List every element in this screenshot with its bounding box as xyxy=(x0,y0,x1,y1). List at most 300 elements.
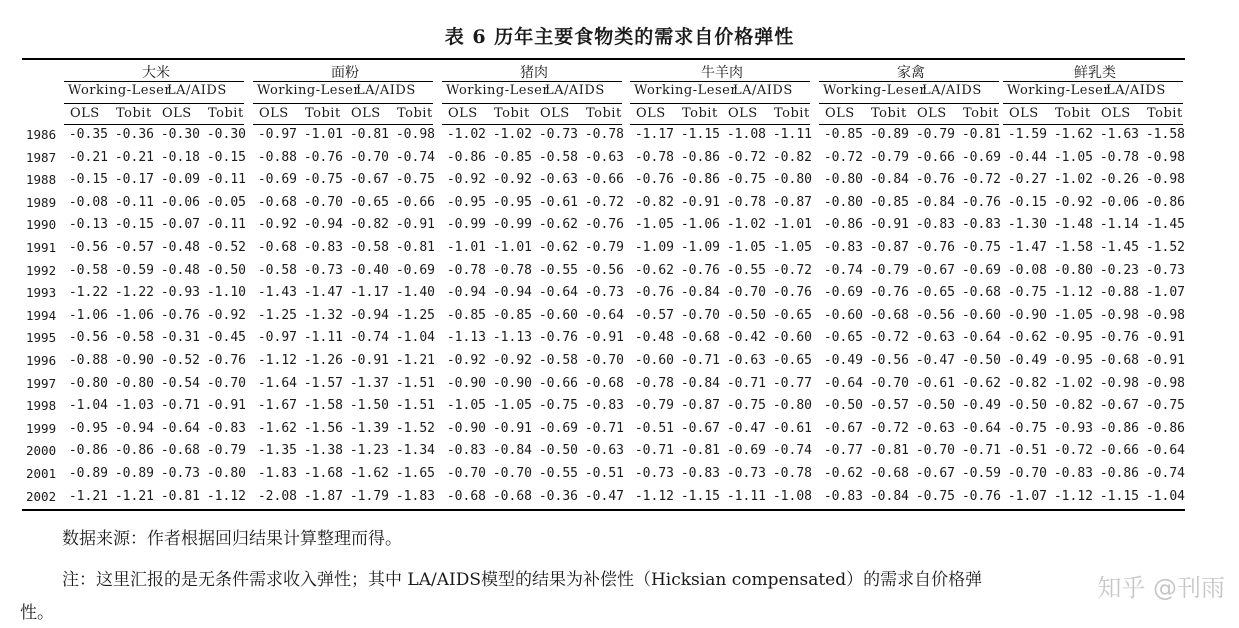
value-cell: -0.85 xyxy=(446,307,486,323)
value-cell: -0.68 xyxy=(160,443,200,459)
value-cell: -0.92 xyxy=(206,307,246,323)
value-cell: -0.50 xyxy=(726,307,766,323)
value-cell: -0.91 xyxy=(584,330,624,346)
value-cell: -1.63 xyxy=(1099,127,1139,142)
year-cell: 2002 xyxy=(26,488,57,504)
value-cell: -0.61 xyxy=(538,194,578,210)
model-label-la-aids: LA/AIDS xyxy=(1106,83,1166,98)
value-cell: -0.50 xyxy=(206,262,246,278)
value-cell: -0.64 xyxy=(160,420,200,436)
model-label-la-aids: LA/AIDS xyxy=(733,83,793,98)
value-cell: -0.57 xyxy=(869,398,909,414)
value-cell: -1.83 xyxy=(395,488,435,504)
estimator-label: Tobit xyxy=(116,106,152,121)
value-cell: -0.60 xyxy=(538,307,578,323)
value-cell: -0.75 xyxy=(1145,398,1185,414)
value-cell: -0.40 xyxy=(349,262,389,278)
value-cell: -0.56 xyxy=(68,240,108,255)
model-rule xyxy=(819,103,999,104)
model-rule xyxy=(64,103,244,104)
value-cell: -0.78 xyxy=(726,194,766,210)
year-cell: 1990 xyxy=(26,217,57,233)
value-cell: -1.11 xyxy=(303,330,343,346)
value-cell: -0.36 xyxy=(114,127,154,142)
value-cell: -0.71 xyxy=(726,375,766,391)
value-cell: -0.73 xyxy=(584,285,624,301)
value-cell: -0.70 xyxy=(1007,466,1047,481)
value-cell: -1.21 xyxy=(114,488,154,504)
value-cell: -0.81 xyxy=(680,443,720,459)
value-cell: -0.27 xyxy=(1007,172,1047,188)
value-cell: -0.72 xyxy=(726,149,766,165)
value-cell: -0.66 xyxy=(1099,443,1139,459)
value-cell: -0.90 xyxy=(492,375,532,391)
value-cell: -0.76 xyxy=(915,172,955,188)
value-cell: -0.09 xyxy=(160,172,200,188)
value-cell: -0.88 xyxy=(68,353,108,368)
value-cell: -0.35 xyxy=(68,127,108,142)
model-rule xyxy=(442,103,622,104)
value-cell: -0.59 xyxy=(961,466,1001,481)
value-cell: -0.81 xyxy=(160,488,200,504)
value-cell: -0.86 xyxy=(680,149,720,165)
value-cell: -0.98 xyxy=(1145,307,1185,323)
value-cell: -0.98 xyxy=(395,127,435,142)
value-cell: -1.67 xyxy=(257,398,297,414)
value-cell: -0.70 xyxy=(492,466,532,481)
value-cell: -0.65 xyxy=(772,307,812,323)
value-cell: -1.48 xyxy=(1053,217,1093,233)
value-cell: -1.58 xyxy=(1145,127,1185,142)
value-cell: -0.72 xyxy=(869,420,909,436)
value-cell: -1.51 xyxy=(395,398,435,414)
value-cell: -0.91 xyxy=(1145,353,1185,368)
food-group-header: 家禽 xyxy=(897,65,925,81)
year-cell: 1995 xyxy=(26,330,57,346)
value-cell: -0.61 xyxy=(772,420,812,436)
value-cell: -0.76 xyxy=(206,353,246,368)
value-cell: -0.51 xyxy=(634,420,674,436)
value-cell: -1.07 xyxy=(1007,488,1047,504)
value-cell: -0.80 xyxy=(772,172,812,188)
value-cell: -1.45 xyxy=(1145,217,1185,233)
value-cell: -1.11 xyxy=(726,488,766,504)
value-cell: -0.76 xyxy=(1099,330,1139,346)
value-cell: -0.64 xyxy=(823,375,863,391)
value-cell: -0.21 xyxy=(68,149,108,165)
year-cell: 1992 xyxy=(26,262,57,278)
value-cell: -0.67 xyxy=(823,420,863,436)
value-cell: -0.76 xyxy=(915,240,955,255)
value-cell: -0.11 xyxy=(114,194,154,210)
value-cell: -0.83 xyxy=(680,466,720,481)
value-cell: -0.66 xyxy=(395,194,435,210)
value-cell: -0.90 xyxy=(114,353,154,368)
value-cell: -0.73 xyxy=(160,466,200,481)
value-cell: -0.81 xyxy=(961,127,1001,142)
value-cell: -0.74 xyxy=(349,330,389,346)
value-cell: -0.15 xyxy=(68,172,108,188)
value-cell: -0.80 xyxy=(114,375,154,391)
value-cell: -1.37 xyxy=(349,375,389,391)
value-cell: -0.71 xyxy=(680,353,720,368)
value-cell: -0.59 xyxy=(114,262,154,278)
model-rule xyxy=(253,103,433,104)
value-cell: -0.75 xyxy=(538,398,578,414)
value-cell: -1.79 xyxy=(349,488,389,504)
model-label-working-leser: Working-Leser xyxy=(823,83,927,98)
value-cell: -0.70 xyxy=(869,375,909,391)
value-cell: -0.93 xyxy=(160,285,200,301)
estimator-rule xyxy=(253,124,433,125)
food-group-header: 面粉 xyxy=(331,65,359,81)
value-cell: -0.76 xyxy=(160,307,200,323)
value-cell: -0.75 xyxy=(303,172,343,188)
value-cell: -1.04 xyxy=(1145,488,1185,504)
value-cell: -0.60 xyxy=(961,307,1001,323)
value-cell: -0.76 xyxy=(584,217,624,233)
value-cell: -0.63 xyxy=(726,353,766,368)
value-cell: -0.47 xyxy=(584,488,624,504)
value-cell: -0.76 xyxy=(961,194,1001,210)
value-cell: -0.93 xyxy=(1053,420,1093,436)
value-cell: -0.82 xyxy=(1053,398,1093,414)
estimator-label: Tobit xyxy=(682,106,718,121)
value-cell: -0.50 xyxy=(1007,398,1047,414)
value-cell: -0.65 xyxy=(823,330,863,346)
value-cell: -0.68 xyxy=(584,375,624,391)
value-cell: -0.83 xyxy=(915,217,955,233)
value-cell: -0.71 xyxy=(584,420,624,436)
value-cell: -0.68 xyxy=(257,240,297,255)
value-cell: -0.85 xyxy=(492,149,532,165)
value-cell: -0.49 xyxy=(961,398,1001,414)
value-cell: -0.58 xyxy=(68,262,108,278)
estimator-label: OLS xyxy=(825,106,855,121)
value-cell: -0.30 xyxy=(160,127,200,142)
value-cell: -0.15 xyxy=(1007,194,1047,210)
value-cell: -0.63 xyxy=(584,149,624,165)
value-cell: -0.73 xyxy=(634,466,674,481)
value-cell: -0.60 xyxy=(772,330,812,346)
value-cell: -0.98 xyxy=(1099,307,1139,323)
value-cell: -0.69 xyxy=(823,285,863,301)
value-cell: -0.91 xyxy=(1145,330,1185,346)
value-cell: -0.67 xyxy=(915,262,955,278)
value-cell: -0.83 xyxy=(446,443,486,459)
value-cell: -0.75 xyxy=(726,398,766,414)
value-cell: -0.72 xyxy=(584,194,624,210)
value-cell: -1.39 xyxy=(349,420,389,436)
value-cell: -0.68 xyxy=(961,285,1001,301)
value-cell: -1.62 xyxy=(1053,127,1093,142)
estimator-rule xyxy=(819,124,999,125)
value-cell: -0.82 xyxy=(634,194,674,210)
value-cell: -0.84 xyxy=(680,285,720,301)
model-label-la-aids: LA/AIDS xyxy=(545,83,605,98)
value-cell: -0.58 xyxy=(114,330,154,346)
value-cell: -0.91 xyxy=(869,217,909,233)
value-cell: -0.65 xyxy=(349,194,389,210)
value-cell: -0.85 xyxy=(823,127,863,142)
value-cell: -0.83 xyxy=(823,488,863,504)
value-cell: -0.92 xyxy=(492,172,532,188)
value-cell: -0.95 xyxy=(446,194,486,210)
value-cell: -0.85 xyxy=(869,194,909,210)
food-group-header: 猪肉 xyxy=(520,65,548,81)
estimator-label: OLS xyxy=(162,106,192,121)
value-cell: -0.74 xyxy=(395,149,435,165)
value-cell: -1.15 xyxy=(1099,488,1139,504)
value-cell: -0.76 xyxy=(303,149,343,165)
value-cell: -0.30 xyxy=(206,127,246,142)
value-cell: -0.72 xyxy=(772,262,812,278)
year-cell: 1989 xyxy=(26,194,57,210)
value-cell: -0.76 xyxy=(772,285,812,301)
value-cell: -0.75 xyxy=(961,240,1001,255)
value-cell: -0.85 xyxy=(492,307,532,323)
value-cell: -0.50 xyxy=(538,443,578,459)
value-cell: -1.26 xyxy=(303,353,343,368)
value-cell: -0.68 xyxy=(1099,353,1139,368)
value-cell: -0.83 xyxy=(961,217,1001,233)
value-cell: -1.06 xyxy=(114,307,154,323)
value-cell: -0.98 xyxy=(1099,375,1139,391)
value-cell: -0.89 xyxy=(114,466,154,481)
value-cell: -0.69 xyxy=(726,443,766,459)
value-cell: -0.60 xyxy=(823,307,863,323)
top-rule xyxy=(22,58,1185,60)
value-cell: -0.36 xyxy=(538,488,578,504)
value-cell: -0.91 xyxy=(395,217,435,233)
value-cell: -0.50 xyxy=(823,398,863,414)
value-cell: -0.88 xyxy=(1099,285,1139,301)
footnote-line-1: 注：这里汇报的是无条件需求收入弹性；其中 LA/AIDS模型的结果为补偿性（Hicksian compensated）的需求自价格弹 xyxy=(62,570,983,590)
value-cell: -0.75 xyxy=(726,172,766,188)
year-cell: 1986 xyxy=(26,127,57,142)
estimator-label: OLS xyxy=(351,106,381,121)
value-cell: -1.59 xyxy=(1007,127,1047,142)
model-label-working-leser: Working-Leser xyxy=(1007,83,1111,98)
value-cell: -0.66 xyxy=(915,149,955,165)
value-cell: -0.91 xyxy=(206,398,246,414)
value-cell: -0.83 xyxy=(1053,466,1093,481)
value-cell: -0.83 xyxy=(206,420,246,436)
value-cell: -0.86 xyxy=(823,217,863,233)
value-cell: -0.69 xyxy=(395,262,435,278)
value-cell: -0.58 xyxy=(538,149,578,165)
value-cell: -0.82 xyxy=(1007,375,1047,391)
value-cell: -0.72 xyxy=(823,149,863,165)
value-cell: -0.42 xyxy=(726,330,766,346)
estimator-label: Tobit xyxy=(1147,106,1183,121)
value-cell: -0.88 xyxy=(257,149,297,165)
value-cell: -0.67 xyxy=(680,420,720,436)
value-cell: -0.70 xyxy=(915,443,955,459)
value-cell: -0.71 xyxy=(160,398,200,414)
value-cell: -0.67 xyxy=(915,466,955,481)
value-cell: -1.87 xyxy=(303,488,343,504)
value-cell: -0.69 xyxy=(961,262,1001,278)
value-cell: -0.94 xyxy=(349,307,389,323)
value-cell: -0.17 xyxy=(114,172,154,188)
value-cell: -1.13 xyxy=(446,330,486,346)
value-cell: -1.50 xyxy=(349,398,389,414)
value-cell: -1.07 xyxy=(1145,285,1185,301)
value-cell: -0.79 xyxy=(634,398,674,414)
value-cell: -1.01 xyxy=(303,127,343,142)
value-cell: -0.55 xyxy=(538,262,578,278)
year-cell: 1993 xyxy=(26,285,57,301)
value-cell: -1.12 xyxy=(1053,488,1093,504)
value-cell: -0.74 xyxy=(772,443,812,459)
value-cell: -1.62 xyxy=(257,420,297,436)
value-cell: -0.73 xyxy=(303,262,343,278)
value-cell: -0.18 xyxy=(160,149,200,165)
value-cell: -1.05 xyxy=(446,398,486,414)
value-cell: -0.95 xyxy=(492,194,532,210)
value-cell: -1.65 xyxy=(395,466,435,481)
value-cell: -0.97 xyxy=(257,127,297,142)
value-cell: -1.25 xyxy=(395,307,435,323)
group-rule xyxy=(64,81,244,82)
value-cell: -0.61 xyxy=(915,375,955,391)
value-cell: -0.63 xyxy=(584,443,624,459)
value-cell: -0.71 xyxy=(634,443,674,459)
value-cell: -0.76 xyxy=(961,488,1001,504)
value-cell: -1.05 xyxy=(1053,307,1093,323)
value-cell: -0.86 xyxy=(1099,420,1139,436)
table-title: 表 6 历年主要食物类的需求自价格弹性 xyxy=(444,26,795,48)
value-cell: -0.98 xyxy=(1145,172,1185,188)
value-cell: -0.98 xyxy=(1145,149,1185,165)
estimator-label: OLS xyxy=(448,106,478,121)
value-cell: -1.21 xyxy=(395,353,435,368)
value-cell: -1.01 xyxy=(772,217,812,233)
value-cell: -0.70 xyxy=(584,353,624,368)
value-cell: -0.49 xyxy=(823,353,863,368)
estimator-label: Tobit xyxy=(208,106,244,121)
value-cell: -0.78 xyxy=(1099,149,1139,165)
value-cell: -1.52 xyxy=(1145,240,1185,255)
value-cell: -1.52 xyxy=(395,420,435,436)
value-cell: -0.81 xyxy=(869,443,909,459)
value-cell: -2.08 xyxy=(257,488,297,504)
value-cell: -1.01 xyxy=(446,240,486,255)
value-cell: -0.78 xyxy=(492,262,532,278)
value-cell: -1.58 xyxy=(303,398,343,414)
value-cell: -0.80 xyxy=(823,194,863,210)
value-cell: -0.65 xyxy=(772,353,812,368)
value-cell: -0.97 xyxy=(257,330,297,346)
value-cell: -0.84 xyxy=(680,375,720,391)
value-cell: -0.75 xyxy=(1007,420,1047,436)
value-cell: -1.34 xyxy=(395,443,435,459)
value-cell: -1.02 xyxy=(492,127,532,142)
estimator-label: Tobit xyxy=(494,106,530,121)
value-cell: -0.86 xyxy=(446,149,486,165)
value-cell: -0.69 xyxy=(257,172,297,188)
group-rule xyxy=(819,81,999,82)
year-cell: 1999 xyxy=(26,420,57,436)
value-cell: -1.43 xyxy=(257,285,297,301)
value-cell: -1.05 xyxy=(772,240,812,255)
value-cell: -1.15 xyxy=(680,488,720,504)
value-cell: -0.68 xyxy=(492,488,532,504)
value-cell: -0.79 xyxy=(869,262,909,278)
year-cell: 1994 xyxy=(26,307,57,323)
value-cell: -0.47 xyxy=(915,353,955,368)
bottom-rule xyxy=(22,509,1185,511)
value-cell: -0.62 xyxy=(538,217,578,233)
estimator-label: Tobit xyxy=(1055,106,1091,121)
value-cell: -0.77 xyxy=(772,375,812,391)
value-cell: -0.79 xyxy=(206,443,246,459)
value-cell: -0.75 xyxy=(1007,285,1047,301)
value-cell: -0.68 xyxy=(680,330,720,346)
value-cell: -0.66 xyxy=(584,172,624,188)
estimator-label: Tobit xyxy=(397,106,433,121)
value-cell: -0.91 xyxy=(349,353,389,368)
value-cell: -0.94 xyxy=(114,420,154,436)
value-cell: -0.62 xyxy=(1007,330,1047,346)
group-rule xyxy=(1003,81,1183,82)
value-cell: -0.31 xyxy=(160,330,200,346)
estimator-rule xyxy=(1003,124,1183,125)
value-cell: -0.89 xyxy=(68,466,108,481)
value-cell: -0.77 xyxy=(823,443,863,459)
value-cell: -0.05 xyxy=(206,194,246,210)
value-cell: -0.76 xyxy=(680,262,720,278)
year-cell: 2001 xyxy=(26,466,57,481)
value-cell: -0.50 xyxy=(961,353,1001,368)
value-cell: -0.56 xyxy=(68,330,108,346)
value-cell: -1.01 xyxy=(492,240,532,255)
value-cell: -0.86 xyxy=(1099,466,1139,481)
value-cell: -0.81 xyxy=(395,240,435,255)
value-cell: -1.05 xyxy=(1053,149,1093,165)
value-cell: -0.94 xyxy=(303,217,343,233)
food-group-header: 牛羊肉 xyxy=(701,65,743,81)
value-cell: -0.92 xyxy=(492,353,532,368)
value-cell: -0.56 xyxy=(915,307,955,323)
value-cell: -0.54 xyxy=(160,375,200,391)
value-cell: -1.40 xyxy=(395,285,435,301)
value-cell: -1.13 xyxy=(492,330,532,346)
year-cell: 1991 xyxy=(26,240,57,255)
value-cell: -0.68 xyxy=(257,194,297,210)
value-cell: -0.15 xyxy=(206,149,246,165)
year-cell: 1987 xyxy=(26,149,57,165)
estimator-label: OLS xyxy=(259,106,289,121)
value-cell: -0.82 xyxy=(772,149,812,165)
value-cell: -0.74 xyxy=(1145,466,1185,481)
value-cell: -0.92 xyxy=(1053,194,1093,210)
value-cell: -0.78 xyxy=(634,149,674,165)
value-cell: -0.58 xyxy=(538,353,578,368)
value-cell: -1.11 xyxy=(772,127,812,142)
value-cell: -0.68 xyxy=(869,466,909,481)
food-group-header: 大米 xyxy=(142,65,170,81)
value-cell: -0.79 xyxy=(915,127,955,142)
estimator-rule xyxy=(630,124,810,125)
value-cell: -0.92 xyxy=(446,172,486,188)
value-cell: -0.70 xyxy=(349,149,389,165)
value-cell: -0.55 xyxy=(726,262,766,278)
estimator-label: OLS xyxy=(70,106,100,121)
value-cell: -1.38 xyxy=(303,443,343,459)
group-rule xyxy=(253,81,433,82)
